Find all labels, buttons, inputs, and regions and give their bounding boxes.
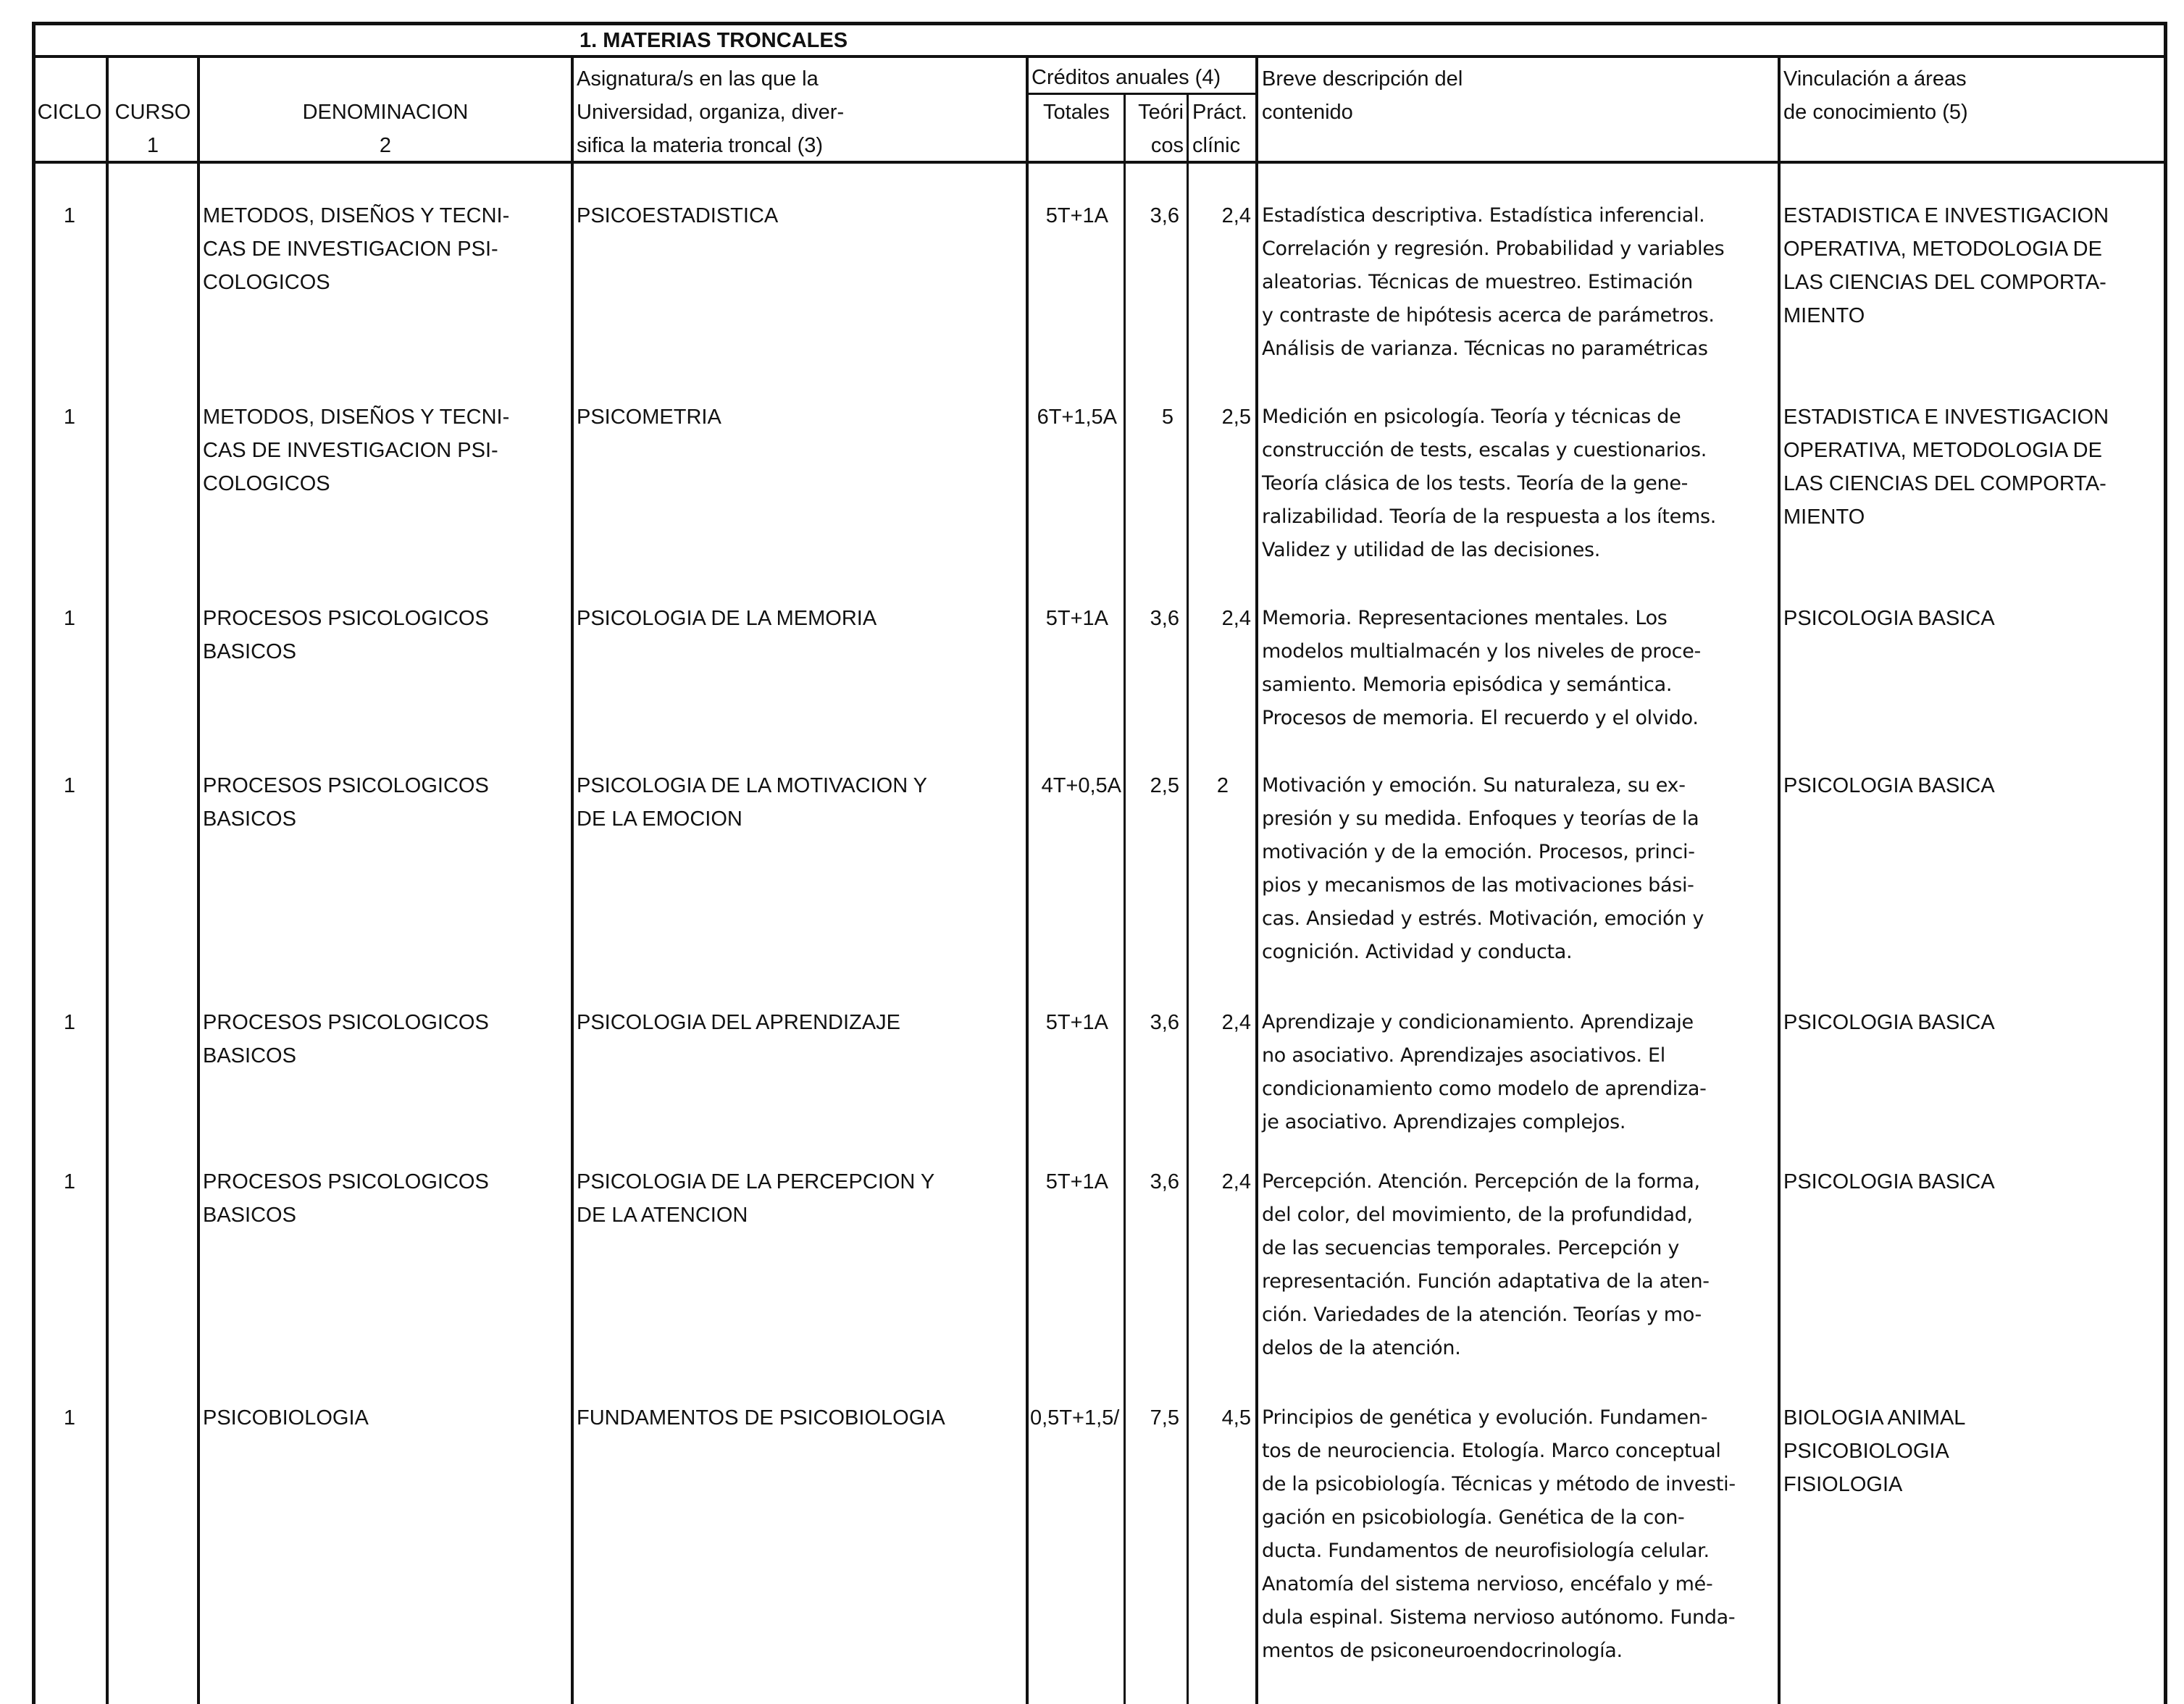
row-teoricos: 3,6: [1150, 1170, 1179, 1193]
row-practicos: 2,4: [1221, 1011, 1251, 1034]
header-teoricos: Teóri cos: [1138, 101, 1184, 157]
row-ciclo: 1: [63, 1406, 76, 1430]
row-totales: 5T+1A: [1045, 1011, 1108, 1034]
col-divider-practicos: [1255, 58, 1258, 1704]
col-divider-denominacion: [571, 58, 574, 1704]
row-denominacion: PROCESOS PSICOLOGICOS BASICOS: [203, 1011, 489, 1067]
row-denominacion: PROCESOS PSICOLOGICOS BASICOS: [203, 607, 489, 663]
row-vinculacion: ESTADISTICA E INVESTIGACION OPERATIVA, METODOLOGIA DE LAS CIENCIAS DEL COMPORTA- MIENTO: [1783, 204, 2109, 327]
row-descripcion: Motivación y emoción. Su naturaleza, su ex- presión y su medida. Enfoques y teorías de la motivación y de la emoción. Procesos, princi- pios y mecanismos de las motivaciones bási- cas. Ansiedad y estrés. Motivación, emoción y cognición. Actividad y conducta.: [1262, 774, 1704, 963]
row-totales: 0,5T+1,5/: [1030, 1406, 1120, 1430]
row-asignatura: FUNDAMENTOS DE PSICOBIOLOGIA: [577, 1406, 945, 1430]
row-teoricos: 3,6: [1150, 607, 1179, 630]
col-divider-asignatura: [1026, 58, 1029, 1704]
row-totales: 5T+1A: [1045, 204, 1108, 227]
header-practicos: Práct. clínic: [1192, 101, 1247, 157]
header-denominacion-number: 2: [379, 134, 392, 157]
row-denominacion: METODOS, DISEÑOS Y TECNI- CAS DE INVESTIGACION PSI- COLOGICOS: [203, 406, 510, 495]
header-descripcion: Breve descripción del contenido: [1262, 67, 1463, 124]
row-ciclo: 1: [63, 774, 76, 797]
row-vinculacion: BIOLOGIA ANIMAL PSICOBIOLOGIA FISIOLOGIA: [1783, 1406, 1966, 1496]
row-practicos: 4,5: [1221, 1406, 1251, 1430]
row-vinculacion: PSICOLOGIA BASICA: [1783, 1170, 1995, 1193]
title-row-divider: [32, 55, 2167, 58]
row-practicos: 2,4: [1221, 204, 1251, 227]
row-asignatura: PSICOMETRIA: [577, 406, 721, 429]
header-creditos: Créditos anuales (4): [1032, 66, 1221, 89]
header-vinculacion: Vinculación a áreas de conocimiento (5): [1783, 67, 1968, 124]
row-ciclo: 1: [63, 607, 76, 630]
row-denominacion: PROCESOS PSICOLOGICOS BASICOS: [203, 774, 489, 831]
col-divider-totales: [1124, 93, 1126, 1704]
section-title: 1. MATERIAS TRONCALES: [580, 29, 848, 52]
row-teoricos: 2,5: [1150, 774, 1179, 797]
header-totales: Totales: [1043, 101, 1110, 124]
header-ciclo: CICLO: [37, 101, 102, 124]
col-divider-ciclo: [106, 58, 109, 1704]
row-practicos: 2,4: [1221, 1170, 1251, 1193]
row-asignatura: PSICOLOGIA DE LA PERCEPCION Y DE LA ATENCION: [577, 1170, 935, 1227]
row-descripcion: Percepción. Atención. Percepción de la forma, del color, del movimiento, de la profundidad, de las secuencias temporales. Percepción y representación. Función adaptativa de la aten- ción. Variedades de la atención. Teorías y mo- delos de la atención.: [1262, 1170, 1710, 1359]
row-asignatura: PSICOLOGIA DE LA MEMORIA: [577, 607, 877, 630]
row-denominacion: METODOS, DISEÑOS Y TECNI- CAS DE INVESTIGACION PSI- COLOGICOS: [203, 204, 510, 294]
col-divider-curso: [197, 58, 200, 1704]
row-practicos: 2: [1216, 774, 1229, 797]
row-totales: 4T+0,5A: [1041, 774, 1121, 797]
row-ciclo: 1: [63, 1011, 76, 1034]
row-denominacion: PROCESOS PSICOLOGICOS BASICOS: [203, 1170, 489, 1227]
row-vinculacion: ESTADISTICA E INVESTIGACION OPERATIVA, METODOLOGIA DE LAS CIENCIAS DEL COMPORTA- MIENTO: [1783, 406, 2109, 529]
col-divider-teoricos: [1187, 93, 1189, 1704]
row-teoricos: 3,6: [1150, 1011, 1179, 1034]
row-asignatura: PSICOLOGIA DE LA MOTIVACION Y DE LA EMOCION: [577, 774, 928, 831]
row-teoricos: 3,6: [1150, 204, 1179, 227]
header-curso: CURSO: [114, 101, 191, 124]
row-teoricos: 7,5: [1150, 1406, 1179, 1430]
row-vinculacion: PSICOLOGIA BASICA: [1783, 607, 1995, 630]
row-practicos: 2,4: [1221, 607, 1251, 630]
row-ciclo: 1: [63, 1170, 76, 1193]
row-totales: 6T+1,5A: [1037, 406, 1117, 429]
header-asignatura: Asignatura/s en las que la Universidad, organiza, diver- sifica la materia troncal (3): [577, 67, 845, 157]
row-descripcion: Medición en psicología. Teoría y técnicas de construcción de tests, escalas y cuestionarios. Teoría clásica de los tests. Teoría de la gene- ralizabilidad. Teoría de la respuesta a los ítems. Validez y utilidad de las decisiones.: [1262, 406, 1717, 561]
row-totales: 5T+1A: [1045, 607, 1108, 630]
col-divider-descripcion: [1778, 58, 1781, 1704]
row-ciclo: 1: [63, 406, 76, 429]
row-teoricos: 5: [1161, 406, 1173, 429]
header-denominacion: DENOMINACION: [302, 101, 469, 124]
row-vinculacion: PSICOLOGIA BASICA: [1783, 774, 1995, 797]
header-curso-number: 1: [146, 134, 159, 157]
row-practicos: 2,5: [1221, 406, 1251, 429]
row-descripcion: Aprendizaje y condicionamiento. Aprendizaje no asociativo. Aprendizajes asociativos. El condicionamiento como modelo de aprendiza- je asociativo. Aprendizajes complejos.: [1262, 1011, 1707, 1133]
row-totales: 5T+1A: [1045, 1170, 1108, 1193]
row-descripcion: Principios de genética y evolución. Fundamen- tos de neurociencia. Etología. Marco conceptual de la psicobiología. Técnicas y método de investi- gación en psicobiología. Genética de la con- ducta. Fundamentos de neurofisiología celular. Anatomía del sistema nervioso, encéfalo y mé- dula espinal. Sistema nervioso autónomo. Funda- mentos de psiconeuroendocrinología.: [1262, 1406, 1736, 1662]
row-asignatura: PSICOLOGIA DEL APRENDIZAJE: [577, 1011, 900, 1034]
row-descripcion: Memoria. Representaciones mentales. Los modelos multialmacén y los niveles de proce- samiento. Memoria episódica y semántica. Procesos de memoria. El recuerdo y el olvido.: [1262, 607, 1701, 729]
row-ciclo: 1: [63, 204, 76, 227]
row-descripcion: Estadística descriptiva. Estadística inferencial. Correlación y regresión. Probabilidad y variables aleatorias. Técnicas de muestreo. Estimación y contraste de hipótesis acerca de parámetros. Análisis de varianza. Técnicas no paramétricas: [1262, 204, 1725, 360]
row-asignatura: PSICOESTADISTICA: [577, 204, 779, 227]
row-vinculacion: PSICOLOGIA BASICA: [1783, 1011, 1995, 1034]
row-denominacion: PSICOBIOLOGIA: [203, 1406, 369, 1430]
